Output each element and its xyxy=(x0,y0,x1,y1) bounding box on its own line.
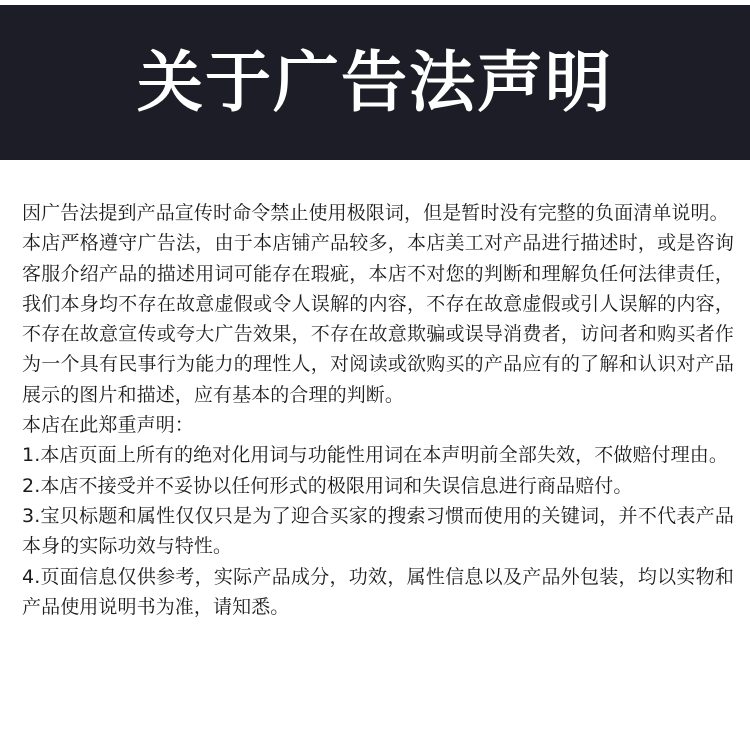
page-title: 关于广告法声明 xyxy=(137,43,613,121)
header-banner xyxy=(0,5,750,160)
statement-heading: 本店在此郑重声明： xyxy=(22,414,194,437)
intro-paragraph: 因广告法提到产品宣传时命令禁止使用极限词，但是暂时没有完整的负面清单说明。 xyxy=(22,202,729,224)
statement-point-1: 1.本店页面上所有的绝对化用词与功能性用词在本声明前全部失效，不做赔付理由。 xyxy=(22,444,728,467)
compliance-paragraph: 本店严格遵守广告法，由于本店铺产品较多，本店美工对产品进行描述时，或是咨询客服介绍产品的描述用词可能存在瑕疵，本店不对您的判断和理解负任何法律责任，我们本身均不存在故意虚假或令人误解的内容，不存在故意虚假或引人误解的内容，不存在故意宣传或夸大广告效果，不存在故意欺骗或误导消费者，访问者和购买者作为一个具有民事行为能力的理性人，对阅读或欲购买的产品应有的了解和认识对产品展示的图片和描述，应有基本的合理的判断。 xyxy=(22,232,734,406)
statement-point-4: 4.页面信息仅供参考，实际产品成分，功效，属性信息以及产品外包装，均以实物和产品使用说明书为准，请知悉。 xyxy=(22,565,734,618)
statement-point-3: 3.宝贝标题和属性仅仅只是为了迎合买家的搜索习惯而使用的关键词，并不代表产品本身的实际功效与特性。 xyxy=(22,504,734,558)
declaration-body xyxy=(22,198,734,622)
statement-point-2: 2.本店不接受并不妥协以任何形式的极限用词和失误信息进行商品赔付。 xyxy=(22,474,633,497)
